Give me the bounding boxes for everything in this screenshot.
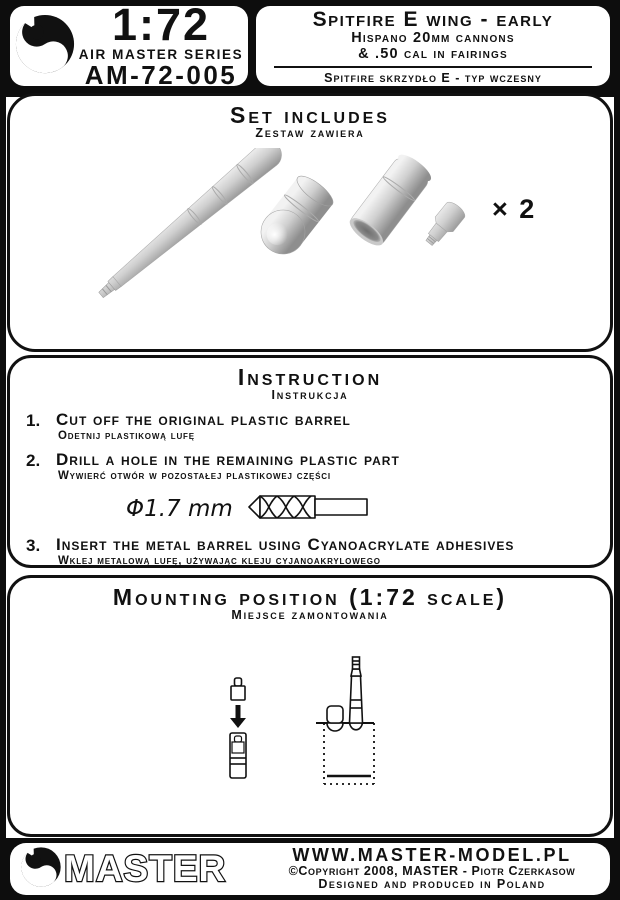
section-instruction xyxy=(7,355,613,568)
step-number: 1. xyxy=(26,410,41,430)
step-text-en: Insert the metal barrel using Cyanoacrylate adhesives xyxy=(56,534,515,554)
fairing-cap-part xyxy=(252,171,337,263)
brand-text: MASTER xyxy=(64,848,227,889)
step-text-pl: Wywierć otwór w pozostałej plastikowej części xyxy=(58,469,331,482)
parts-render xyxy=(10,148,612,348)
fifty-cal-tip-part xyxy=(420,199,467,250)
product-title: Spitfire E wing - early xyxy=(312,7,554,31)
product-subtitle-1: Hispano 20mm cannons xyxy=(351,29,515,46)
left-page-edge xyxy=(0,0,6,900)
set-includes-subtitle: Zestaw zawiera xyxy=(255,126,365,141)
copyright-line: ©Copyright 2008, MASTER - Piotr Czerkasow xyxy=(288,863,576,878)
drill-bit-icon xyxy=(247,491,369,528)
step-text-en: Cut off the original plastic barrel xyxy=(56,409,351,429)
instruction-step-2 xyxy=(26,451,598,482)
fairing-tube-part xyxy=(346,150,435,250)
mounting-subtitle: Miejsce zamontowania xyxy=(231,608,389,623)
product-title-polish: Spitfire skrzydło E - typ wczesny xyxy=(324,71,542,86)
header-product-box xyxy=(10,0,248,91)
header-title-box xyxy=(256,6,610,86)
mounting-diagram-inserted xyxy=(230,733,246,778)
instruction-title: Instruction xyxy=(237,364,383,390)
down-arrow-icon xyxy=(230,705,246,728)
website-url: WWW.MASTER-MODEL.PL xyxy=(292,844,572,865)
instruction-subtitle: Instrukcja xyxy=(271,388,349,403)
mounting-diagram-insert xyxy=(231,678,245,700)
instruction-step-1 xyxy=(26,411,598,442)
section-mounting-position xyxy=(7,575,613,837)
header-divider xyxy=(274,66,592,68)
produced-line: Designed and produced in Poland xyxy=(318,877,546,892)
mounting-diagram-wing xyxy=(316,657,374,784)
step-number: 3. xyxy=(26,535,41,555)
step-text-pl: Wklej metalową lufę, używając kleju cyjanoakrylowego xyxy=(58,554,381,567)
set-includes-title: Set includes xyxy=(230,102,390,128)
master-logo-icon xyxy=(20,845,62,894)
scale-label: 1:72 xyxy=(111,0,211,50)
mounting-title: Mounting position (1:72 scale) xyxy=(112,584,508,610)
step-number: 2. xyxy=(26,450,41,470)
master-logo-icon xyxy=(14,9,76,84)
product-code: AM-72-005 xyxy=(84,60,238,91)
step-text-pl: Odetnij plastikową lufę xyxy=(58,429,195,442)
footer-brand-bar xyxy=(10,843,610,895)
section-set-includes xyxy=(7,93,613,352)
quantity-label: × 2 xyxy=(492,194,537,224)
mounting-diagram xyxy=(10,634,612,834)
right-page-edge xyxy=(614,0,620,900)
drill-spec-row xyxy=(126,491,598,528)
product-subtitle-2: & .50 cal in fairings xyxy=(358,45,508,62)
step-text-en: Drill a hole in the remaining plastic part xyxy=(56,449,400,469)
drill-diameter-label: Φ1.7 mm xyxy=(126,496,233,523)
instruction-step-3 xyxy=(26,536,598,567)
series-label: AIR MASTER SERIES xyxy=(78,47,244,63)
cannon-barrel-part xyxy=(92,148,287,305)
master-wordmark xyxy=(62,848,258,890)
